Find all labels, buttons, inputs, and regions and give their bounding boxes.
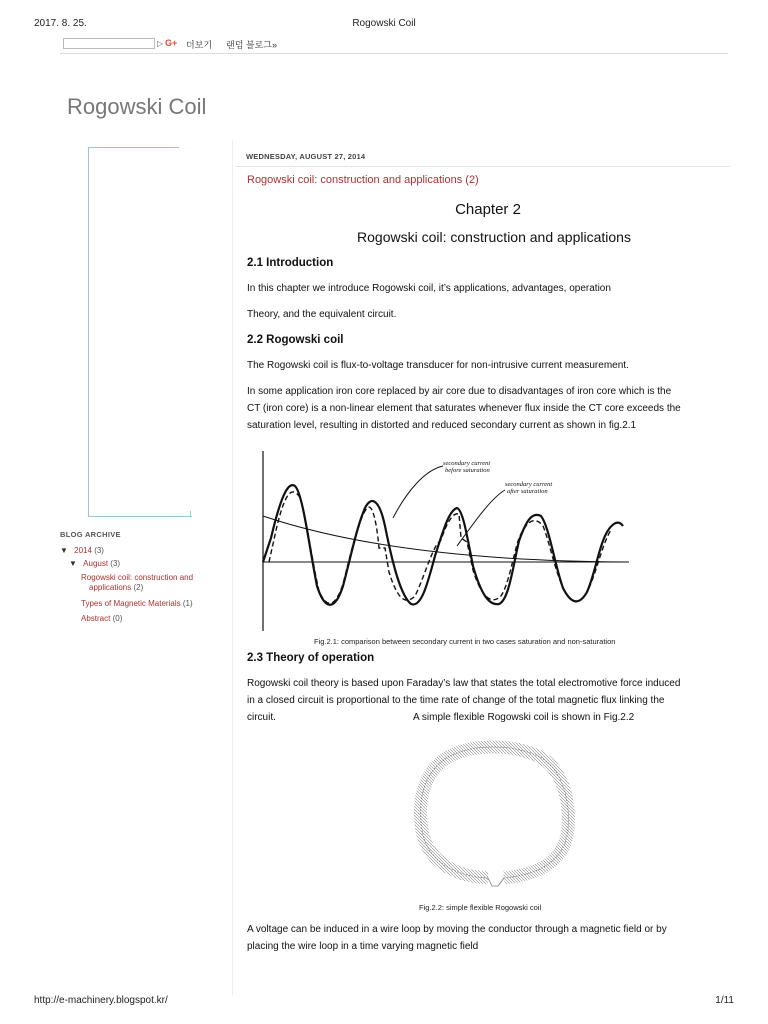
post-date-header: WEDNESDAY, AUGUST 27, 2014 bbox=[246, 152, 366, 161]
print-date: 2017. 8. 25. bbox=[34, 18, 87, 29]
frame-right-line bbox=[190, 511, 191, 517]
paragraph-line: placing the wire loop in a time varying magnetic field bbox=[247, 941, 479, 952]
paragraph-line: A simple flexible Rogowski coil is shown in Fig.2.2 bbox=[413, 712, 635, 723]
archive-post-count: (1) bbox=[182, 599, 193, 608]
archive-post-link[interactable]: Rogowski coil: construction and bbox=[81, 573, 194, 582]
date-divider bbox=[236, 166, 730, 167]
figure-annotation: secondary current bbox=[443, 460, 491, 467]
month-toggle-icon[interactable]: ▼ bbox=[69, 559, 77, 568]
blog-title[interactable]: Rogowski Coil bbox=[67, 94, 207, 119]
saturation-waveform-figure bbox=[247, 446, 640, 633]
annotation-leader-before bbox=[393, 466, 443, 518]
archive-post-item bbox=[81, 614, 122, 623]
more-link[interactable]: 더보기 bbox=[186, 40, 213, 50]
paragraph-line: saturation level, resulting in distorted and reduced secondary current as shown in fig.2.1 bbox=[247, 420, 637, 431]
paragraph-line: In some application iron core replaced by air core due to disadvantages of iron core which is the bbox=[247, 386, 672, 397]
search-input[interactable] bbox=[63, 38, 155, 49]
paragraph-line: in a closed circuit is proportional to the time rate of change of the total magnetic flux linking the bbox=[247, 695, 665, 706]
print-footer bbox=[34, 995, 734, 1009]
coil-winding bbox=[420, 747, 568, 878]
random-blog-link[interactable]: 랜덤 블로그» bbox=[226, 40, 277, 50]
frame-top-line bbox=[89, 147, 179, 148]
paragraph-line: Rogowski coil theory is based upon Faraday’s law that states the total electromotive force induced bbox=[247, 678, 681, 689]
paragraph-line: circuit. bbox=[247, 712, 276, 723]
archive-heading: BLOG ARCHIVE bbox=[60, 530, 121, 539]
archive-post-item bbox=[81, 573, 193, 582]
blogger-navbar bbox=[60, 34, 728, 54]
paragraph-line: The Rogowski coil is flux-to-voltage transducer for non-intrusive current measurement. bbox=[247, 360, 629, 371]
annotation-leader-after bbox=[457, 490, 505, 546]
archive-post-count: (0) bbox=[112, 614, 123, 623]
dc-offset-decay-curve bbox=[263, 516, 625, 562]
print-page-number: 1/11 bbox=[715, 995, 734, 1006]
search-icon[interactable]: ▷ bbox=[157, 39, 164, 48]
frame-bottom-line bbox=[89, 516, 192, 517]
figure-annotation: before saturation bbox=[445, 467, 490, 474]
chapter-title: Rogowski coil: construction and applications bbox=[357, 229, 631, 245]
paragraph-line: In this chapter we introduce Rogowski coil, it’s applications, advantages, operation bbox=[247, 283, 611, 294]
coil-leads bbox=[488, 878, 504, 886]
paragraph-line: Theory, and the equivalent circuit. bbox=[247, 309, 397, 320]
figure-caption: Fig.2.2: simple flexible Rogowski coil bbox=[419, 903, 542, 912]
figure-annotation: secondary current bbox=[505, 481, 553, 488]
archive-post-link[interactable]: applications bbox=[89, 583, 132, 592]
rogowski-coil-figure bbox=[408, 740, 576, 890]
paragraph-line: A voltage can be induced in a wire loop by moving the conductor through a magnetic field or by bbox=[247, 924, 667, 935]
secondary-current-after-saturation bbox=[269, 492, 611, 603]
print-url: http://e-machinery.blogspot.kr/ bbox=[34, 995, 168, 1006]
secondary-current-before-saturation bbox=[263, 485, 623, 605]
archive-year-row bbox=[60, 546, 104, 555]
google-plus-button[interactable]: G+ bbox=[165, 38, 178, 48]
archive-month-count: (3) bbox=[110, 559, 121, 568]
figure-annotation: after saturation bbox=[507, 488, 548, 495]
archive-post-count: (2) bbox=[133, 583, 144, 592]
section-heading: 2.2 Rogowski coil bbox=[247, 334, 344, 346]
section-heading: 2.1 Introduction bbox=[247, 257, 334, 269]
print-page-title: Rogowski Coil bbox=[352, 18, 416, 29]
archive-post-item bbox=[89, 583, 143, 592]
archive-post-item bbox=[81, 599, 193, 608]
figure-caption: Fig.2.1: comparison between secondary current in two cases saturation and non-saturation bbox=[314, 637, 616, 646]
year-toggle-icon[interactable]: ▼ bbox=[60, 546, 68, 555]
paragraph-line: CT (iron core) is a non-linear element that saturates whenever flux inside the CT core exceeds the bbox=[247, 403, 681, 414]
archive-post-link[interactable]: Abstract bbox=[81, 614, 111, 623]
archive-year-count: (3) bbox=[94, 546, 104, 555]
print-header bbox=[34, 18, 734, 32]
archive-post-link[interactable]: Types of Magnetic Materials bbox=[81, 599, 181, 608]
sidebar-widget-frame bbox=[88, 147, 191, 517]
chapter-heading: Chapter 2 bbox=[455, 201, 521, 218]
archive-month-row bbox=[69, 559, 120, 568]
post-title-link[interactable]: Rogowski coil: construction and applications (2) bbox=[247, 174, 479, 186]
section-heading: 2.3 Theory of operation bbox=[247, 652, 375, 664]
archive-month-link[interactable]: August bbox=[83, 559, 109, 568]
archive-year-link[interactable]: 2014 bbox=[74, 546, 92, 555]
